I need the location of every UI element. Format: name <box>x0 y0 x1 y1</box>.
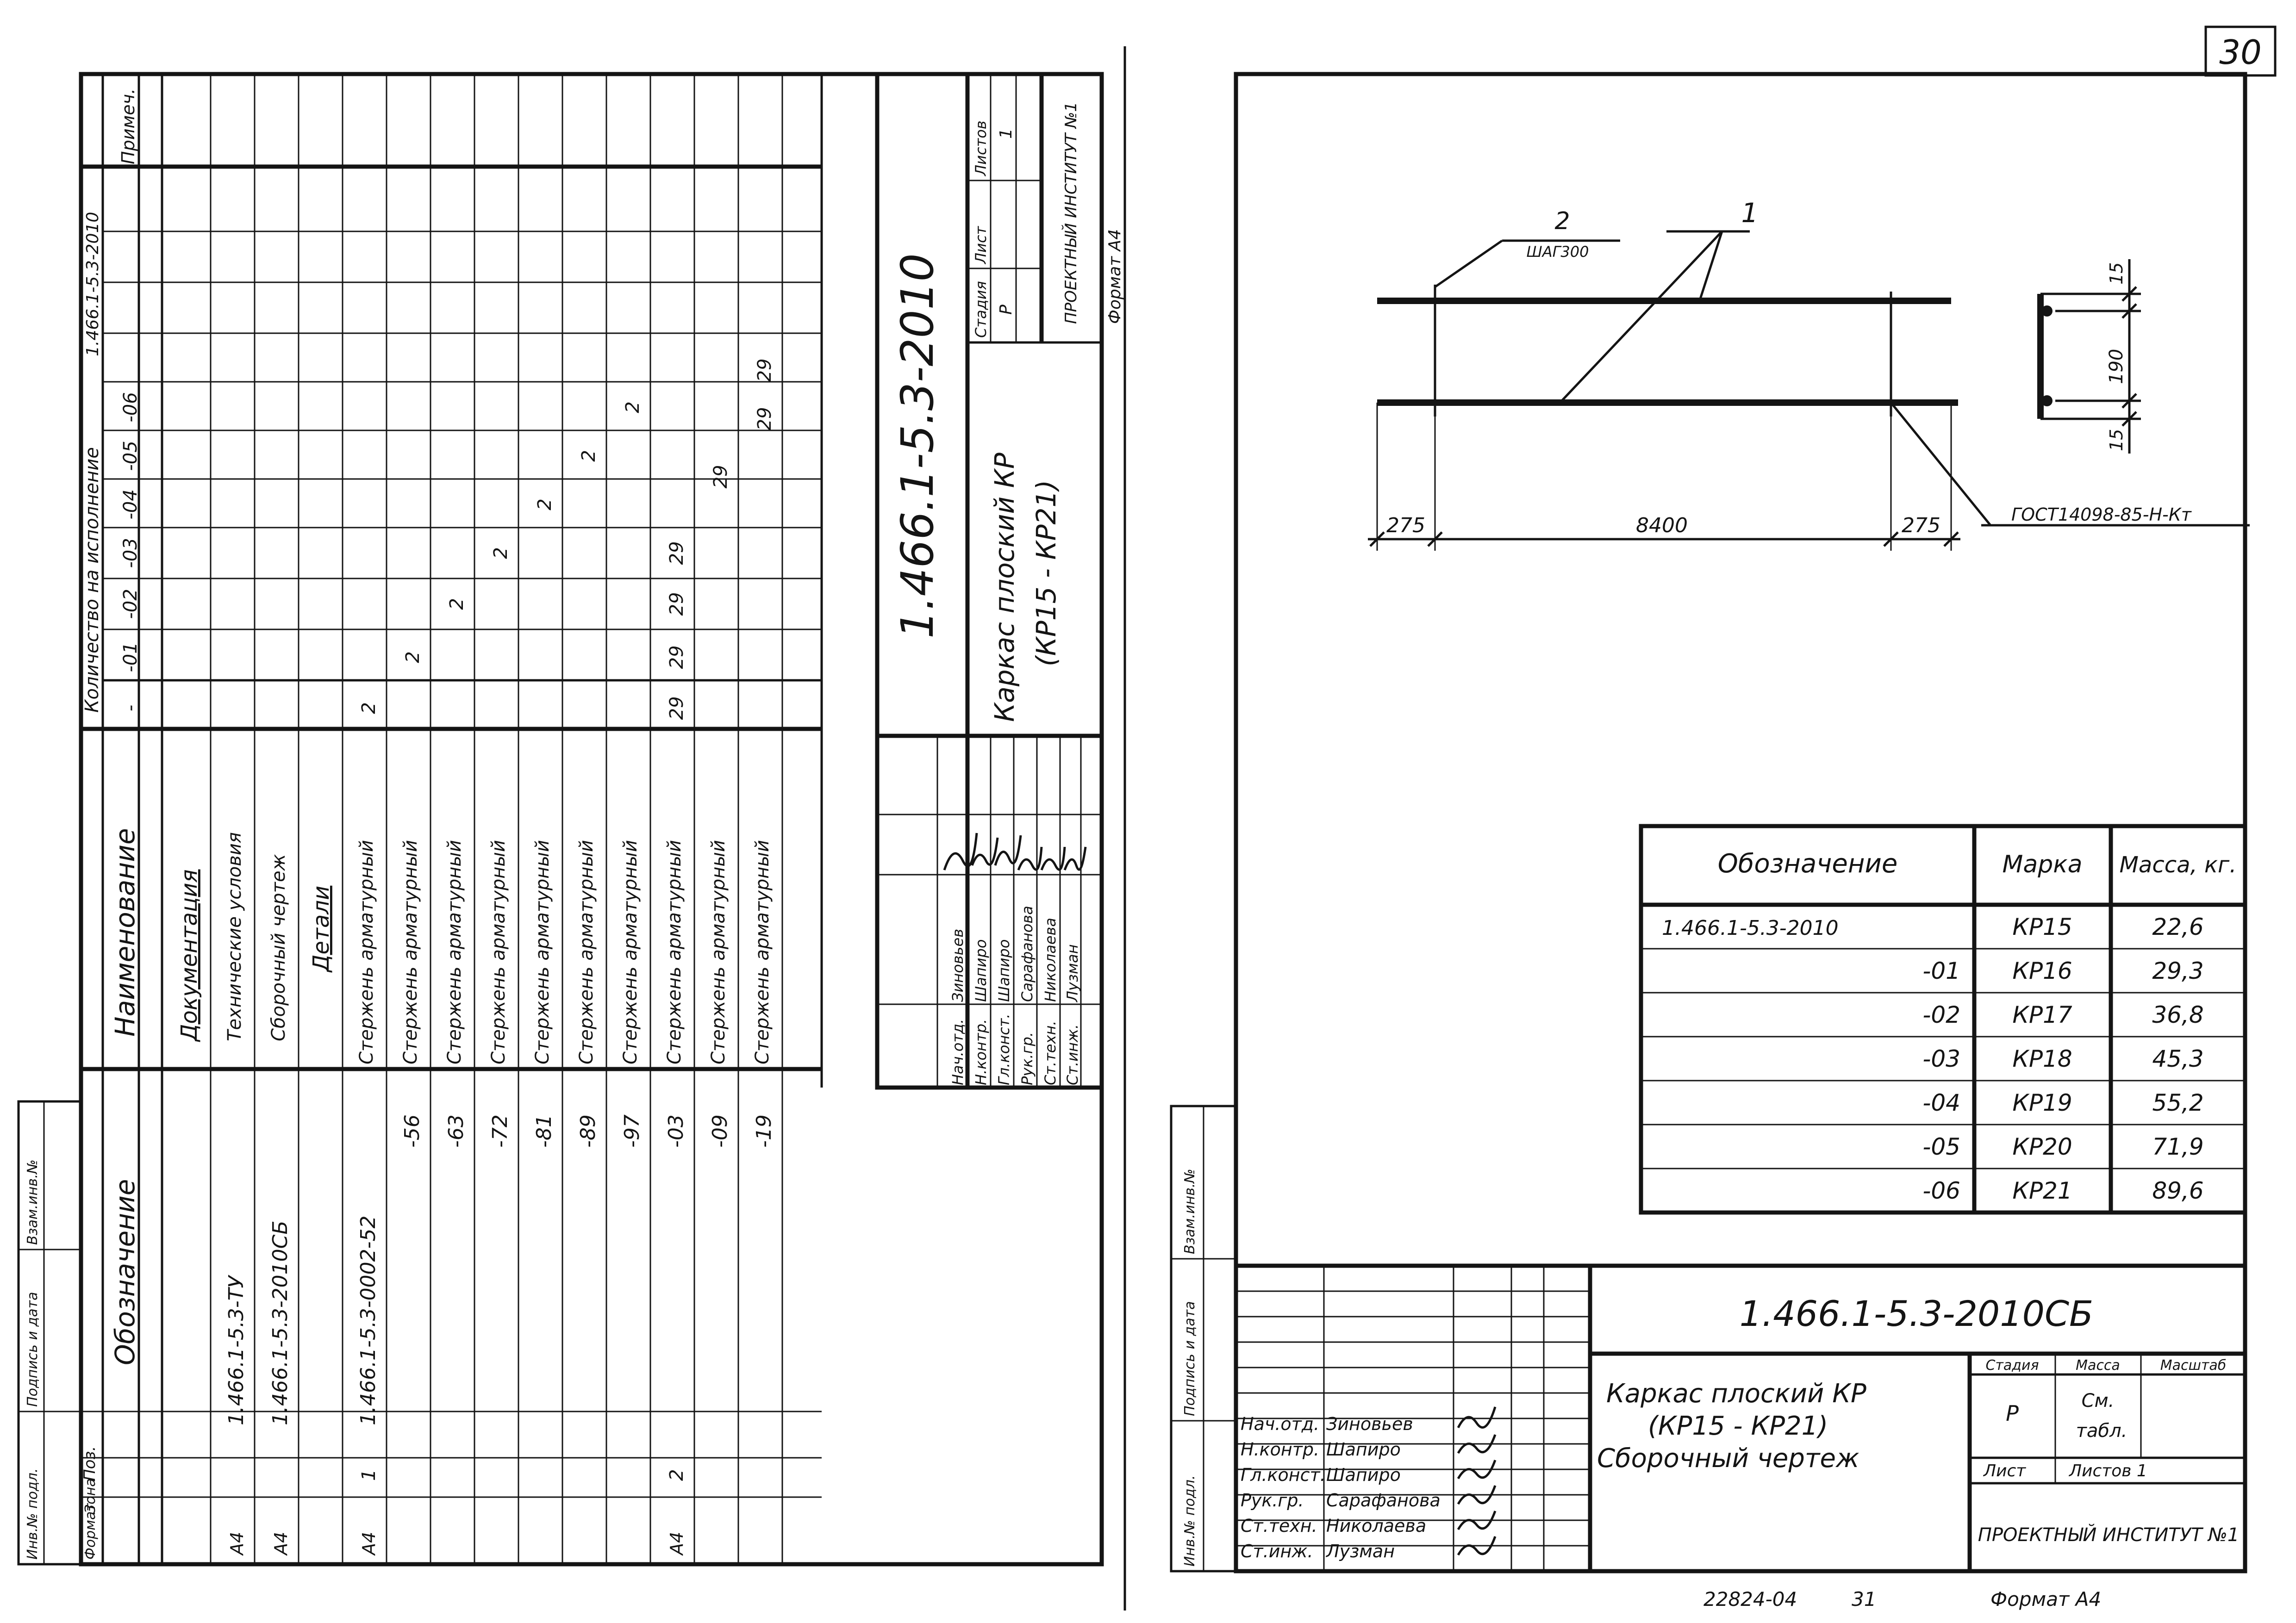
qty-cell: 29 <box>666 592 687 616</box>
right-side-stamp <box>1171 1106 1236 1571</box>
table-row <box>224 832 248 1556</box>
variant-designation: -04 <box>1922 1089 1960 1116</box>
row-name: Стержень арматурный <box>488 840 509 1064</box>
row-designation: 1.466.1-5.3-2010СБ <box>268 1220 292 1425</box>
right-inv-podl: Инв.№ подл. <box>1182 1475 1198 1567</box>
left-sheet-header: Лист <box>972 226 990 264</box>
row-designation: -56 <box>400 1114 424 1148</box>
footer-page: 31 <box>1852 1588 1877 1611</box>
row-name: Стержень арматурный <box>576 840 597 1064</box>
variant-designation: -05 <box>1922 1133 1960 1160</box>
right-sheet-label: Лист <box>1984 1461 2026 1480</box>
right-title-designation: 1.466.1-5.3-2010СБ <box>1739 1293 2094 1334</box>
variant-mass: 36,8 <box>2152 1001 2204 1028</box>
section-mid-dim: 190 <box>2106 348 2127 384</box>
variant-mark: КР18 <box>2012 1045 2072 1072</box>
left-sheet <box>19 74 1124 1564</box>
row-name: Стержень арматурный <box>708 840 729 1064</box>
right-mass-value-1: См. <box>2081 1390 2115 1412</box>
table-row <box>356 702 380 1556</box>
row-name: Стержень арматурный <box>620 840 641 1064</box>
section-bot-dim: 15 <box>2106 429 2127 451</box>
row-name: Сборочный чертеж <box>268 854 289 1041</box>
table-row <box>400 651 424 1148</box>
left-role-4: Ст.техн. <box>1042 1020 1059 1085</box>
row-designation: -97 <box>620 1114 644 1148</box>
left-role-1: Н.контр. <box>972 1019 990 1085</box>
qty-cell: 2 <box>402 651 424 663</box>
row-name: Документация <box>176 869 202 1041</box>
left-podpis-data: Подпись и дата <box>25 1292 41 1407</box>
right-sheet <box>1171 74 2250 1611</box>
left-role-0: Нач.отд. <box>949 1019 967 1085</box>
right-stage-value: Р <box>2006 1401 2019 1426</box>
table-row <box>308 886 334 973</box>
right-scale-header: Масштаб <box>2160 1357 2227 1374</box>
callout-1: 1 <box>1741 197 1759 229</box>
right-podpis-data: Подпись и дата <box>1182 1301 1198 1416</box>
row-designation: 1.466.1-5.3-ТУ <box>225 1275 248 1425</box>
qty-cell: 2 <box>622 401 643 413</box>
left-title-block <box>877 74 1124 1088</box>
variants-header-mass-text: Масса, кг. <box>2119 852 2237 878</box>
table-row <box>176 869 202 1042</box>
qty-cell: 29 <box>666 696 687 720</box>
row-name: Стержень арматурный <box>752 840 773 1064</box>
right-mass-value-2: табл. <box>2076 1420 2128 1442</box>
row-designation: 1.466.1-5.3-0002-52 <box>356 1215 380 1425</box>
row-name: Технические условия <box>224 832 245 1041</box>
right-title-line1: Каркас плоский КР <box>1606 1379 1866 1409</box>
left-name-2: Шапиро <box>995 939 1013 1002</box>
footer-order-no: 22824-04 <box>1703 1588 1797 1611</box>
table-row <box>1922 958 2203 984</box>
variant-designation: 1.466.1-5.3-2010 <box>1662 916 1839 940</box>
header-qty-code: 1.466.1-5.3-2010 <box>83 211 102 356</box>
row-pos: 2 <box>666 1469 687 1481</box>
qty-cell: 29 <box>754 407 775 431</box>
qty-col-1: -01 <box>120 642 141 672</box>
section-view <box>2040 259 2141 454</box>
row-designation: -72 <box>488 1114 512 1148</box>
frame-elevation-drawing <box>1368 197 2250 551</box>
left-side-stamp <box>19 1101 81 1564</box>
variant-mark: КР19 <box>2012 1089 2072 1116</box>
left-stage-value: Р <box>997 305 1016 315</box>
left-name-0: Зиновьев <box>949 928 967 1002</box>
left-role-3: Рук.гр. <box>1018 1032 1036 1085</box>
right-stage-header: Стадия <box>1985 1357 2039 1374</box>
left-name-3: Сарафанова <box>1018 906 1036 1002</box>
right-title-line3: Сборочный чертеж <box>1597 1443 1859 1474</box>
table-row <box>708 465 732 1148</box>
left-title-line1: Каркас плоский КР <box>989 453 1020 722</box>
table-row <box>488 547 512 1148</box>
row-name: Стержень арматурный <box>444 840 465 1064</box>
row-name: Стержень арматурный <box>400 840 421 1064</box>
row-format: А4 <box>359 1531 379 1555</box>
variant-mark: КР16 <box>2012 958 2072 984</box>
row-designation: -81 <box>532 1114 556 1148</box>
qty-col-0: - <box>120 704 141 712</box>
qty-cell: 29 <box>666 645 687 669</box>
right-role-0: Нач.отд. <box>1241 1414 1320 1434</box>
variants-header-mass <box>2119 852 2236 878</box>
header-name: Наименование <box>109 828 141 1037</box>
left-sheets-value: 1 <box>997 128 1016 139</box>
table-row <box>268 854 292 1556</box>
qty-cell: 2 <box>534 498 555 510</box>
table-row <box>1922 1045 2203 1072</box>
right-role-5: Ст.инж. <box>1241 1541 1313 1561</box>
row-format: А4 <box>667 1531 687 1555</box>
table-row <box>620 401 644 1148</box>
qty-col-2: -02 <box>120 589 141 619</box>
row-designation: -63 <box>444 1114 468 1148</box>
right-name-1: Шапиро <box>1326 1439 1401 1460</box>
left-name-1: Шапиро <box>972 939 990 1002</box>
left-name-4: Николаева <box>1042 918 1059 1002</box>
row-name: Детали <box>308 885 334 972</box>
weld-note: ГОСТ14098-85-Н-Кт <box>2011 504 2191 525</box>
left-inv-podl: Инв.№ подл. <box>25 1468 41 1560</box>
variant-mass: 45,3 <box>2152 1045 2204 1072</box>
row-designation: -89 <box>576 1114 600 1148</box>
table-row <box>532 498 556 1148</box>
left-title-line2: (КР15 - КР21) <box>1030 480 1062 666</box>
table-row <box>1922 1133 2203 1160</box>
right-org: ПРОЕКТНЫЙ ИНСТИТУТ №1 <box>1978 1524 2240 1546</box>
callout-2-note: ШАГ300 <box>1526 243 1589 261</box>
variant-mark: КР17 <box>2012 1001 2072 1028</box>
spec-table-headers <box>81 88 141 1560</box>
spec-table-grid <box>81 74 822 1564</box>
variant-designation: -03 <box>1922 1045 1960 1072</box>
qty-col-3: -03 <box>120 538 141 568</box>
qty-col-6: -06 <box>120 392 141 423</box>
qty-cell: 2 <box>578 450 599 462</box>
right-name-4: Николаева <box>1326 1516 1427 1536</box>
header-pos: Поз. <box>81 1446 99 1481</box>
section-top-dim: 15 <box>2106 262 2127 285</box>
left-org: ПРОЕКТНЫЙ ИНСТИТУТ №1 <box>1062 102 1080 324</box>
variants-table <box>1641 826 2245 1213</box>
table-row <box>1662 914 2204 940</box>
variant-mark: КР15 <box>2012 914 2072 940</box>
table-row <box>1922 1001 2203 1028</box>
left-name-5: Лузман <box>1064 944 1081 1002</box>
page-number-box <box>2206 27 2275 75</box>
right-role-1: Н.контр. <box>1241 1439 1320 1460</box>
right-role-2: Гл.конст. <box>1241 1465 1326 1485</box>
right-name-3: Сарафанова <box>1326 1490 1441 1511</box>
row-name: Стержень арматурный <box>532 840 553 1064</box>
qty-col-5: -05 <box>120 441 141 471</box>
page-number: 30 <box>2219 33 2262 72</box>
qty-col-4: -04 <box>120 489 141 520</box>
row-designation: -09 <box>708 1114 732 1148</box>
left-stage-header: Стадия <box>972 281 990 338</box>
header-designation: Обозначение <box>109 1179 141 1365</box>
header-qty-title: Количество на исполнение <box>81 447 103 713</box>
variant-mass: 29,3 <box>2152 958 2204 984</box>
header-note: Примеч. <box>118 88 138 164</box>
left-format: Формат А4 <box>1105 229 1124 324</box>
table-row <box>664 541 688 1556</box>
callout-2: 2 <box>1554 207 1570 235</box>
row-designation: -19 <box>752 1114 776 1148</box>
left-vzam-inv: Взам.инв.№ <box>25 1159 41 1245</box>
row-format: А4 <box>271 1531 291 1555</box>
variant-mark: КР20 <box>2012 1133 2072 1160</box>
left-sheets-header: Листов <box>972 120 990 176</box>
qty-cell: 2 <box>358 702 380 714</box>
right-title-line2: (КР15 - КР21) <box>1648 1411 1828 1441</box>
variant-designation: -01 <box>1922 958 1960 984</box>
qty-cell: 29 <box>754 358 775 382</box>
footer-format: Формат А4 <box>1990 1588 2102 1611</box>
qty-cell: 2 <box>490 547 512 559</box>
right-role-3: Рук.гр. <box>1241 1490 1304 1511</box>
dim-middle: 8400 <box>1636 514 1688 537</box>
header-format: Формат <box>82 1503 99 1560</box>
right-footer <box>1703 1588 2101 1611</box>
right-role-4: Ст.техн. <box>1241 1516 1317 1536</box>
row-pos: 1 <box>358 1469 380 1481</box>
right-sheets-label: Листов 1 <box>2069 1461 2147 1480</box>
header-zone: Зона <box>82 1478 99 1513</box>
table-row <box>576 450 600 1148</box>
variants-header-designation: Обозначение <box>1717 849 1898 879</box>
row-name: Стержень арматурный <box>664 840 685 1064</box>
row-name: Стержень арматурный <box>356 840 377 1064</box>
variants-header-mark: Марка <box>2002 851 2083 878</box>
variant-mass: 89,6 <box>2152 1177 2204 1204</box>
spec-table-rows <box>176 359 776 1556</box>
right-vzam-inv: Взам.инв.№ <box>1182 1169 1198 1254</box>
row-format: А4 <box>227 1531 247 1555</box>
qty-cell: 29 <box>666 541 687 565</box>
signature-scribble <box>1458 1407 1495 1555</box>
variant-mass: 71,9 <box>2152 1133 2204 1160</box>
left-role-5: Ст.инж. <box>1064 1024 1081 1085</box>
qty-cell: 2 <box>446 598 468 610</box>
table-row <box>1922 1089 2203 1116</box>
table-row <box>1922 1177 2203 1204</box>
right-mass-header: Масса <box>2076 1357 2120 1374</box>
variant-mass: 22,6 <box>2152 914 2204 940</box>
left-role-2: Гл.конст. <box>995 1014 1013 1085</box>
variant-designation: -06 <box>1922 1177 1960 1204</box>
dim-left: 275 <box>1386 514 1425 537</box>
right-name-0: Зиновьев <box>1326 1414 1413 1434</box>
variant-mark: КР21 <box>2012 1177 2072 1204</box>
variant-mass: 55,2 <box>2152 1089 2204 1116</box>
left-title-designation: 1.466.1-5.3-2010 <box>892 253 943 639</box>
right-name-2: Шапиро <box>1326 1465 1401 1485</box>
dim-right: 275 <box>1902 514 1940 537</box>
right-title-block <box>1236 1266 2245 1571</box>
right-name-5: Лузман <box>1326 1541 1395 1561</box>
row-designation: -03 <box>664 1114 688 1148</box>
table-row <box>752 359 776 1148</box>
variant-designation: -02 <box>1922 1001 1960 1028</box>
qty-cell: 29 <box>710 465 731 489</box>
